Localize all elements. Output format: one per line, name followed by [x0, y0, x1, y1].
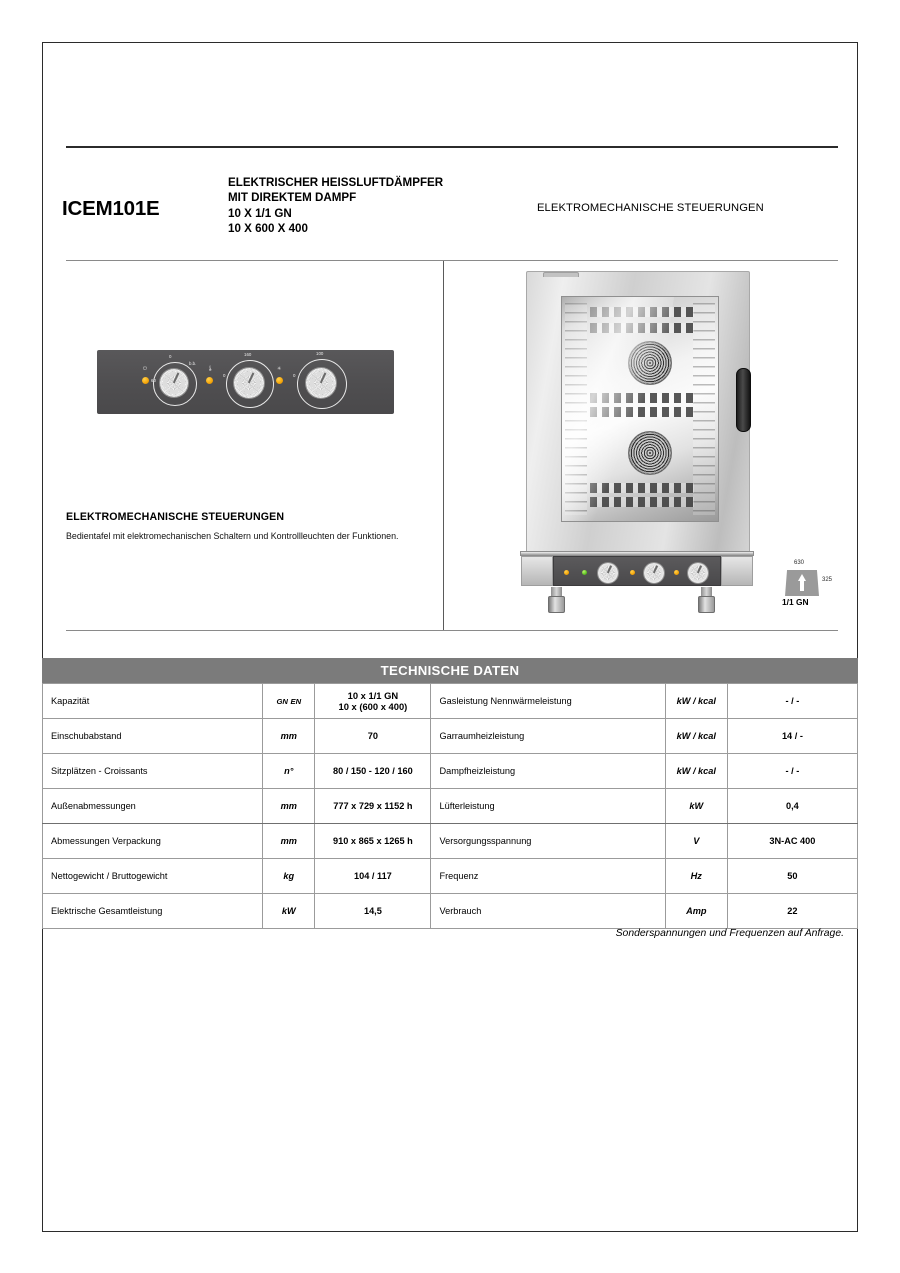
knob-temperature-scale-label-top: 160	[244, 352, 252, 357]
technical-data-section	[42, 658, 858, 929]
row-value-line-1: 10 x 1/1 GN	[347, 690, 399, 701]
row-label: Einschubabstand	[43, 719, 263, 754]
oven-knob-temperature	[644, 563, 664, 583]
oven-led-ready	[582, 570, 587, 575]
subtitle-line-4: 10 X 600 X 400	[228, 222, 308, 236]
row-label: Elektrische Gesamtleistung	[43, 894, 263, 929]
knob-timer-scale-label-top: 0	[169, 354, 172, 359]
oven-door-handle	[736, 368, 751, 432]
led-heating-indicator	[206, 377, 213, 384]
row-value-right: - / -	[727, 684, 857, 719]
row-value: 104 / 117	[315, 859, 431, 894]
row-unit	[263, 684, 315, 719]
oven-led-heating	[630, 570, 635, 575]
steam-symbol-mark: ✳	[277, 366, 282, 372]
row-label-right: Frequenz	[431, 859, 665, 894]
gn-caption: 1/1 GN	[782, 597, 809, 607]
gn-depth-label: 325	[822, 577, 833, 583]
gn-pan-icon	[777, 560, 847, 610]
oven-leg-foot	[698, 596, 715, 613]
row-unit-right: Amp	[665, 894, 727, 929]
row-unit-right: kW / kcal	[665, 684, 727, 719]
header-control-type: ELEKTROMECHANISCHE STEUERUNGEN	[537, 202, 764, 214]
table-row	[43, 894, 858, 929]
oven-cabinet	[526, 271, 750, 553]
row-unit-right: kW / kcal	[665, 719, 727, 754]
mid-section-bottom-rule	[66, 630, 838, 631]
row-value-right: 22	[727, 894, 857, 929]
table-row	[43, 824, 858, 859]
row-unit: kW	[263, 894, 315, 929]
feature-title: ELEKTROMECHANISCHE STEUERUNGEN	[66, 511, 285, 523]
gn-width-label: 630	[794, 560, 805, 566]
row-label: Nettogewicht / Bruttogewicht	[43, 859, 263, 894]
knob-mode-scale-label-left: 0	[293, 373, 296, 378]
row-label: Sitzplätzen - Croissants	[43, 754, 263, 789]
row-value: 14,5	[315, 894, 431, 929]
row-unit: mm	[263, 824, 315, 859]
row-unit: mm	[263, 719, 315, 754]
row-value-right: 14 / -	[727, 719, 857, 754]
row-value: 70	[315, 719, 431, 754]
knob-timer-scale-label-left: 60	[151, 378, 156, 383]
row-unit: mm	[263, 789, 315, 824]
oven-product-image	[520, 268, 786, 613]
row-value-right: 0,4	[727, 789, 857, 824]
feature-description: Bedientafel mit elektromechanischen Schaltern und Kontrollleuchten der Funktionen.	[66, 531, 399, 541]
oven-door-glass	[561, 296, 719, 522]
thermometer-symbol-mark: 🌡	[207, 366, 214, 372]
power-symbol-mark: ⏻	[143, 366, 147, 372]
knob-mode[interactable]	[306, 368, 336, 398]
oven-leg-foot	[548, 596, 565, 613]
technical-data-body	[43, 684, 858, 929]
technical-data-table	[42, 683, 858, 929]
row-value-line-2: 10 x (600 x 400)	[338, 701, 408, 712]
row-unit-right: Hz	[665, 859, 727, 894]
row-unit-right: V	[665, 824, 727, 859]
row-value-right: 3N-AC 400	[727, 824, 857, 859]
oven-rack-rail-right	[693, 303, 715, 515]
row-value-right: - / -	[727, 754, 857, 789]
row-value: 80 / 150 - 120 / 160	[315, 754, 431, 789]
gn-arrow-head-icon	[798, 574, 806, 581]
table-row	[43, 859, 858, 894]
knob-temperature[interactable]	[234, 368, 264, 398]
table-row	[43, 684, 858, 719]
row-unit-line-1: GN	[276, 697, 288, 706]
row-label-right: Lüfterleistung	[431, 789, 665, 824]
subtitle-line-2: MIT DIREKTEM DAMPF	[228, 191, 357, 205]
row-value: 910 x 865 x 1265 h	[315, 824, 431, 859]
row-label-right: Gasleistung Nennwärmeleistung	[431, 684, 665, 719]
knob-timer[interactable]	[160, 369, 188, 397]
page-title: ICEM101E	[62, 197, 160, 220]
oven-led-steam	[674, 570, 679, 575]
led-steam-indicator	[276, 377, 283, 384]
control-panel-illustration	[97, 350, 394, 414]
oven-leg-shaft	[551, 587, 562, 596]
row-label: Abmessungen Verpackung	[43, 824, 263, 859]
oven-control-panel	[553, 556, 721, 586]
oven-led-power	[564, 570, 569, 575]
oven-leg-right	[698, 587, 715, 613]
technical-data-title: TECHNISCHE DATEN	[42, 658, 858, 683]
knob-timer-scale-label-right: b.b.	[189, 361, 197, 366]
row-value: 777 x 729 x 1152 h	[315, 789, 431, 824]
row-label-right: Verbrauch	[431, 894, 665, 929]
row-label-right: Dampfheizleistung	[431, 754, 665, 789]
oven-base-side-left	[521, 556, 553, 586]
mid-section-top-rule	[66, 260, 838, 261]
oven-leg-left	[548, 587, 565, 613]
row-label: Kapazität	[43, 684, 263, 719]
mid-section-vertical-divider	[443, 261, 444, 630]
led-power-indicator	[142, 377, 149, 384]
footnote: Sonderspannungen und Frequenzen auf Anfrage.	[615, 928, 844, 939]
oven-knob-mode	[688, 563, 708, 583]
knob-mode-scale-label-top: 100	[316, 351, 324, 356]
row-value	[315, 684, 431, 719]
subtitle-line-1: ELEKTRISCHER HEISSLUFTDÄMPFER	[228, 176, 444, 189]
row-unit: n°	[263, 754, 315, 789]
oven-base-side-right	[721, 556, 753, 586]
product-subtitle	[228, 175, 528, 237]
oven-top-vent	[543, 272, 579, 277]
oven-leg-shaft	[701, 587, 712, 596]
table-row	[43, 719, 858, 754]
oven-base	[520, 551, 754, 587]
oven-knob-timer	[598, 563, 618, 583]
row-label-right: Garraumheizleistung	[431, 719, 665, 754]
gn-arrow-stem-icon	[800, 581, 804, 591]
row-label: Außenabmessungen	[43, 789, 263, 824]
subtitle-line-3: 10 X 1/1 GN	[228, 206, 292, 220]
row-unit-right: kW	[665, 789, 727, 824]
table-row	[43, 754, 858, 789]
row-label-right: Versorgungsspannung	[431, 824, 665, 859]
row-unit-right: kW / kcal	[665, 754, 727, 789]
row-unit: kg	[263, 859, 315, 894]
row-unit-line-2: EN	[290, 697, 302, 706]
header-divider-rule	[66, 146, 838, 148]
table-row	[43, 789, 858, 824]
knob-temperature-scale-label-left: 0	[223, 373, 226, 378]
row-value-right: 50	[727, 859, 857, 894]
